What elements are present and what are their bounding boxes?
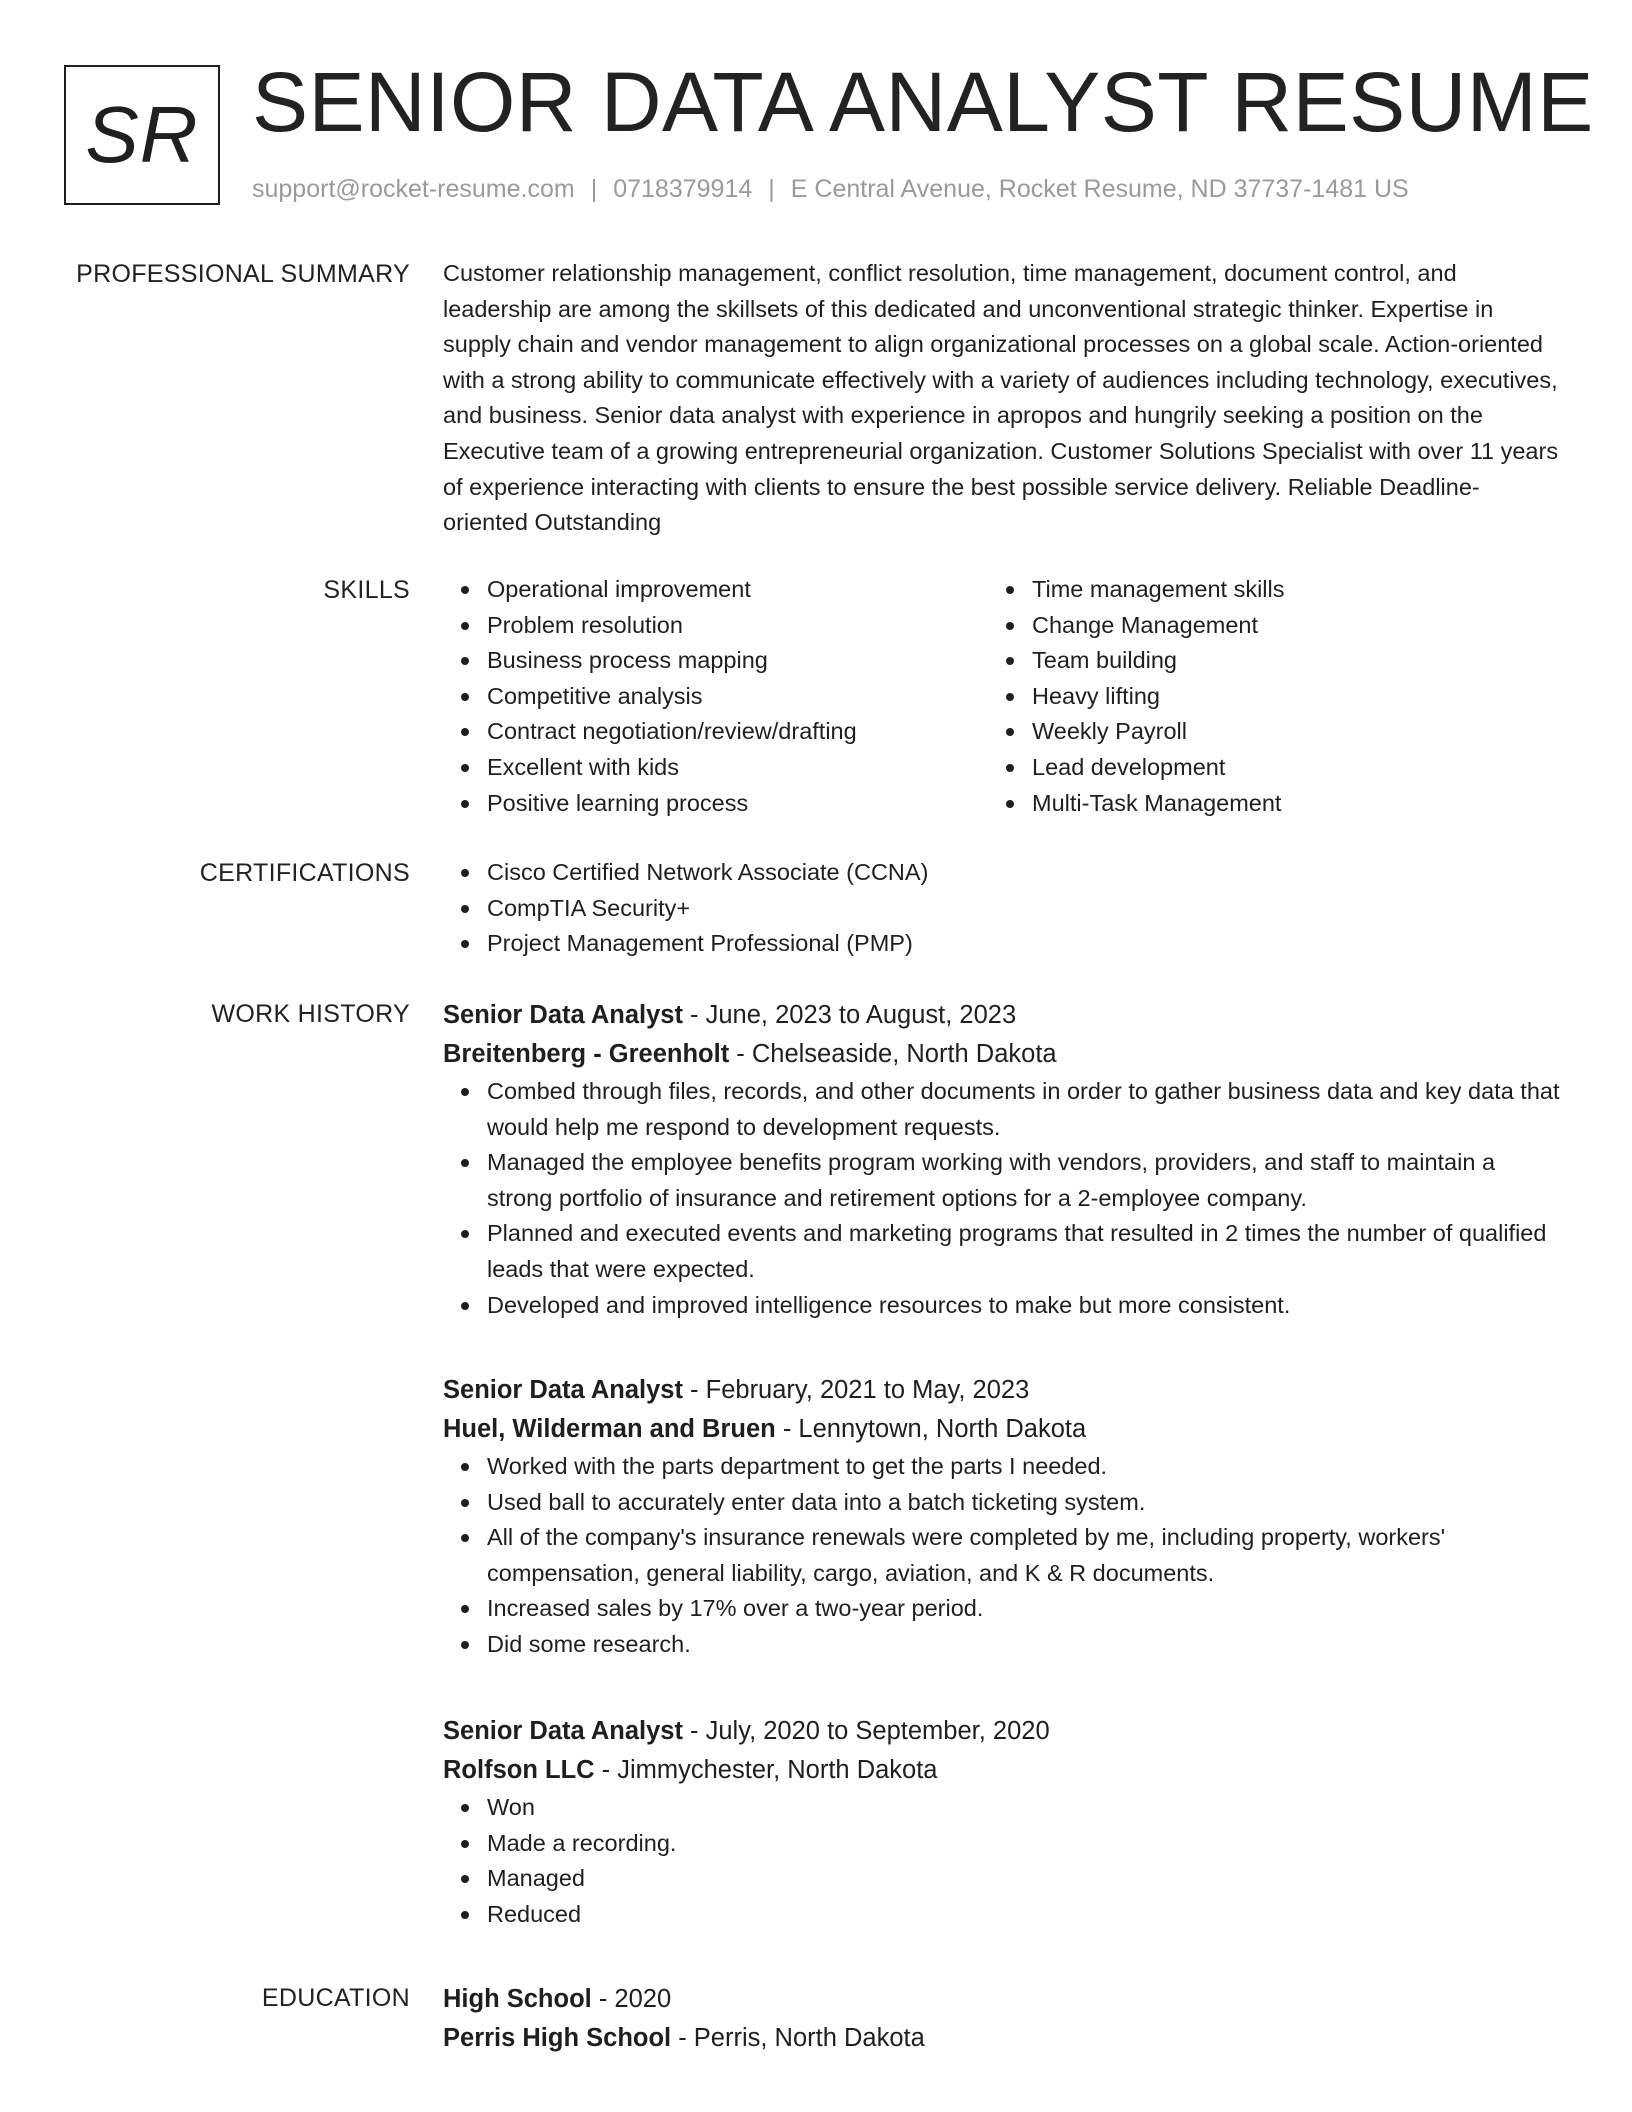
skill-item: Heavy lifting bbox=[1032, 679, 1528, 715]
contact-email: support@rocket-resume.com bbox=[252, 175, 575, 203]
job-title: Senior Data Analyst bbox=[443, 1376, 683, 1404]
skill-item: Lead development bbox=[1032, 750, 1528, 786]
job-entry bbox=[443, 1371, 1563, 1663]
job-duty: Planned and executed events and marketing programs that resulted in 2 times the number of qualified leads that were expected. bbox=[487, 1216, 1563, 1287]
skill-item: Positive learning process bbox=[487, 786, 983, 822]
skill-item: Team building bbox=[1032, 643, 1528, 679]
job-duty: Managed bbox=[487, 1861, 1563, 1897]
job-duty: Used ball to accurately enter data into a batch ticketing system. bbox=[487, 1485, 1563, 1521]
certifications-heading: CERTIFICATIONS bbox=[199, 859, 410, 887]
skill-item: Business process mapping bbox=[487, 643, 983, 679]
skill-item: Problem resolution bbox=[487, 608, 983, 644]
job-duty: Worked with the parts department to get the parts I needed. bbox=[487, 1449, 1563, 1485]
job-title: Senior Data Analyst bbox=[443, 1001, 683, 1029]
skills-column-right bbox=[988, 572, 1528, 821]
education-school: Perris High School bbox=[443, 2024, 672, 2052]
job-duty: All of the company's insurance renewals were completed by me, including property, workers' compensation, general liability, cargo, aviation, and K & R documents. bbox=[487, 1520, 1563, 1591]
education-heading: EDUCATION bbox=[261, 1984, 410, 2012]
education-degree: High School bbox=[443, 1985, 592, 2013]
job-company: Huel, Wilderman and Bruen bbox=[443, 1415, 776, 1443]
education-location: - Perris, North Dakota bbox=[671, 2024, 925, 2052]
contact-phone: 0718379914 bbox=[613, 175, 753, 203]
job-location: - Lennytown, North Dakota bbox=[775, 1415, 1087, 1443]
job-duties-list bbox=[443, 1790, 1563, 1932]
contact-address: E Central Avenue, Rocket Resume, ND 37737-1481 US bbox=[790, 175, 1409, 203]
skill-item: Contract negotiation/review/drafting bbox=[487, 714, 983, 750]
skills-column-left bbox=[443, 572, 983, 821]
job-title-line bbox=[443, 996, 1563, 1035]
skill-item: Weekly Payroll bbox=[1032, 714, 1528, 750]
job-duty: Combed through files, records, and other documents in order to gather business data and key data that would help me respond to development requests. bbox=[487, 1074, 1563, 1145]
job-duty: Increased sales by 17% over a two-year period. bbox=[487, 1591, 1563, 1627]
job-duties-list bbox=[443, 1074, 1563, 1323]
job-dates: - February, 2021 to May, 2023 bbox=[682, 1376, 1030, 1404]
summary-body bbox=[443, 256, 1563, 541]
job-entry bbox=[443, 1712, 1563, 1932]
job-company-line bbox=[443, 1751, 1563, 1790]
skill-item: Operational improvement bbox=[487, 572, 983, 608]
skill-item: Change Management bbox=[1032, 608, 1528, 644]
job-duty: Did some research. bbox=[487, 1627, 1563, 1663]
summary-heading: PROFESSIONAL SUMMARY bbox=[76, 260, 410, 288]
job-company: Breitenberg - Greenholt bbox=[443, 1040, 730, 1068]
education-entry bbox=[443, 1980, 1563, 2058]
job-duties-list bbox=[443, 1449, 1563, 1663]
education-degree-line bbox=[443, 1980, 1563, 2019]
skill-item: Time management skills bbox=[1032, 572, 1528, 608]
job-title-line bbox=[443, 1371, 1563, 1410]
monogram-logo: SR bbox=[64, 65, 220, 205]
contact-separator: | bbox=[590, 175, 598, 203]
job-company: Rolfson LLC bbox=[443, 1756, 595, 1784]
job-duty: Managed the employee benefits program working with vendors, providers, and staff to maintain a strong portfolio of insurance and retirement options for a 2-employee company. bbox=[487, 1145, 1563, 1216]
skills-heading: SKILLS bbox=[323, 576, 410, 604]
job-company-line bbox=[443, 1035, 1563, 1074]
job-location: - Jimmychester, North Dakota bbox=[594, 1756, 938, 1784]
job-duty: Developed and improved intelligence resources to make but more consistent. bbox=[487, 1288, 1563, 1324]
job-location: - Chelseaside, North Dakota bbox=[729, 1040, 1057, 1068]
education-school-line bbox=[443, 2019, 1563, 2058]
skill-item: Excellent with kids bbox=[487, 750, 983, 786]
job-dates: - July, 2020 to September, 2020 bbox=[682, 1717, 1050, 1745]
job-duty: Won bbox=[487, 1790, 1563, 1826]
certification-item: Cisco Certified Network Associate (CCNA) bbox=[487, 855, 1563, 891]
certification-item: Project Management Professional (PMP) bbox=[487, 926, 1563, 962]
skills-list-left bbox=[443, 572, 983, 821]
certification-item: CompTIA Security+ bbox=[487, 891, 1563, 927]
job-duty: Reduced bbox=[487, 1897, 1563, 1933]
certifications-list bbox=[443, 855, 1563, 962]
summary-text: Customer relationship management, conflict resolution, time management, document control, and leadership are among the skillsets of this dedicated and unconventional strategic thinker. Expertise in supply chain and vendor management to align organizational processes on a global scale. Action-oriented with a strong ability to communicate effectively with a variety of audiences including technology, executives, and business. Senior data analyst with experience in apropos and hungrily seeking a position on the Executive team of a growing entrepreneurial organization. Customer Solutions Specialist with over 11 years of experience interacting with clients to ensure the best possible service delivery. Reliable Deadline-oriented Outstanding bbox=[443, 260, 1559, 536]
contact-line bbox=[252, 172, 1409, 206]
contact-separator: | bbox=[768, 175, 775, 203]
skill-item: Multi-Task Management bbox=[1032, 786, 1528, 822]
resume-title: SENIOR DATA ANALYST RESUME bbox=[252, 55, 1594, 149]
job-title-line bbox=[443, 1712, 1563, 1751]
education-year: - 2020 bbox=[591, 1985, 672, 2013]
job-entry bbox=[443, 996, 1563, 1323]
work-history-heading: WORK HISTORY bbox=[211, 1000, 410, 1028]
job-dates: - June, 2023 to August, 2023 bbox=[682, 1001, 1017, 1029]
skills-list-right bbox=[988, 572, 1528, 821]
job-duty: Made a recording. bbox=[487, 1826, 1563, 1862]
job-title: Senior Data Analyst bbox=[443, 1717, 683, 1745]
job-company-line bbox=[443, 1410, 1563, 1449]
certifications-body bbox=[443, 855, 1563, 962]
skill-item: Competitive analysis bbox=[487, 679, 983, 715]
